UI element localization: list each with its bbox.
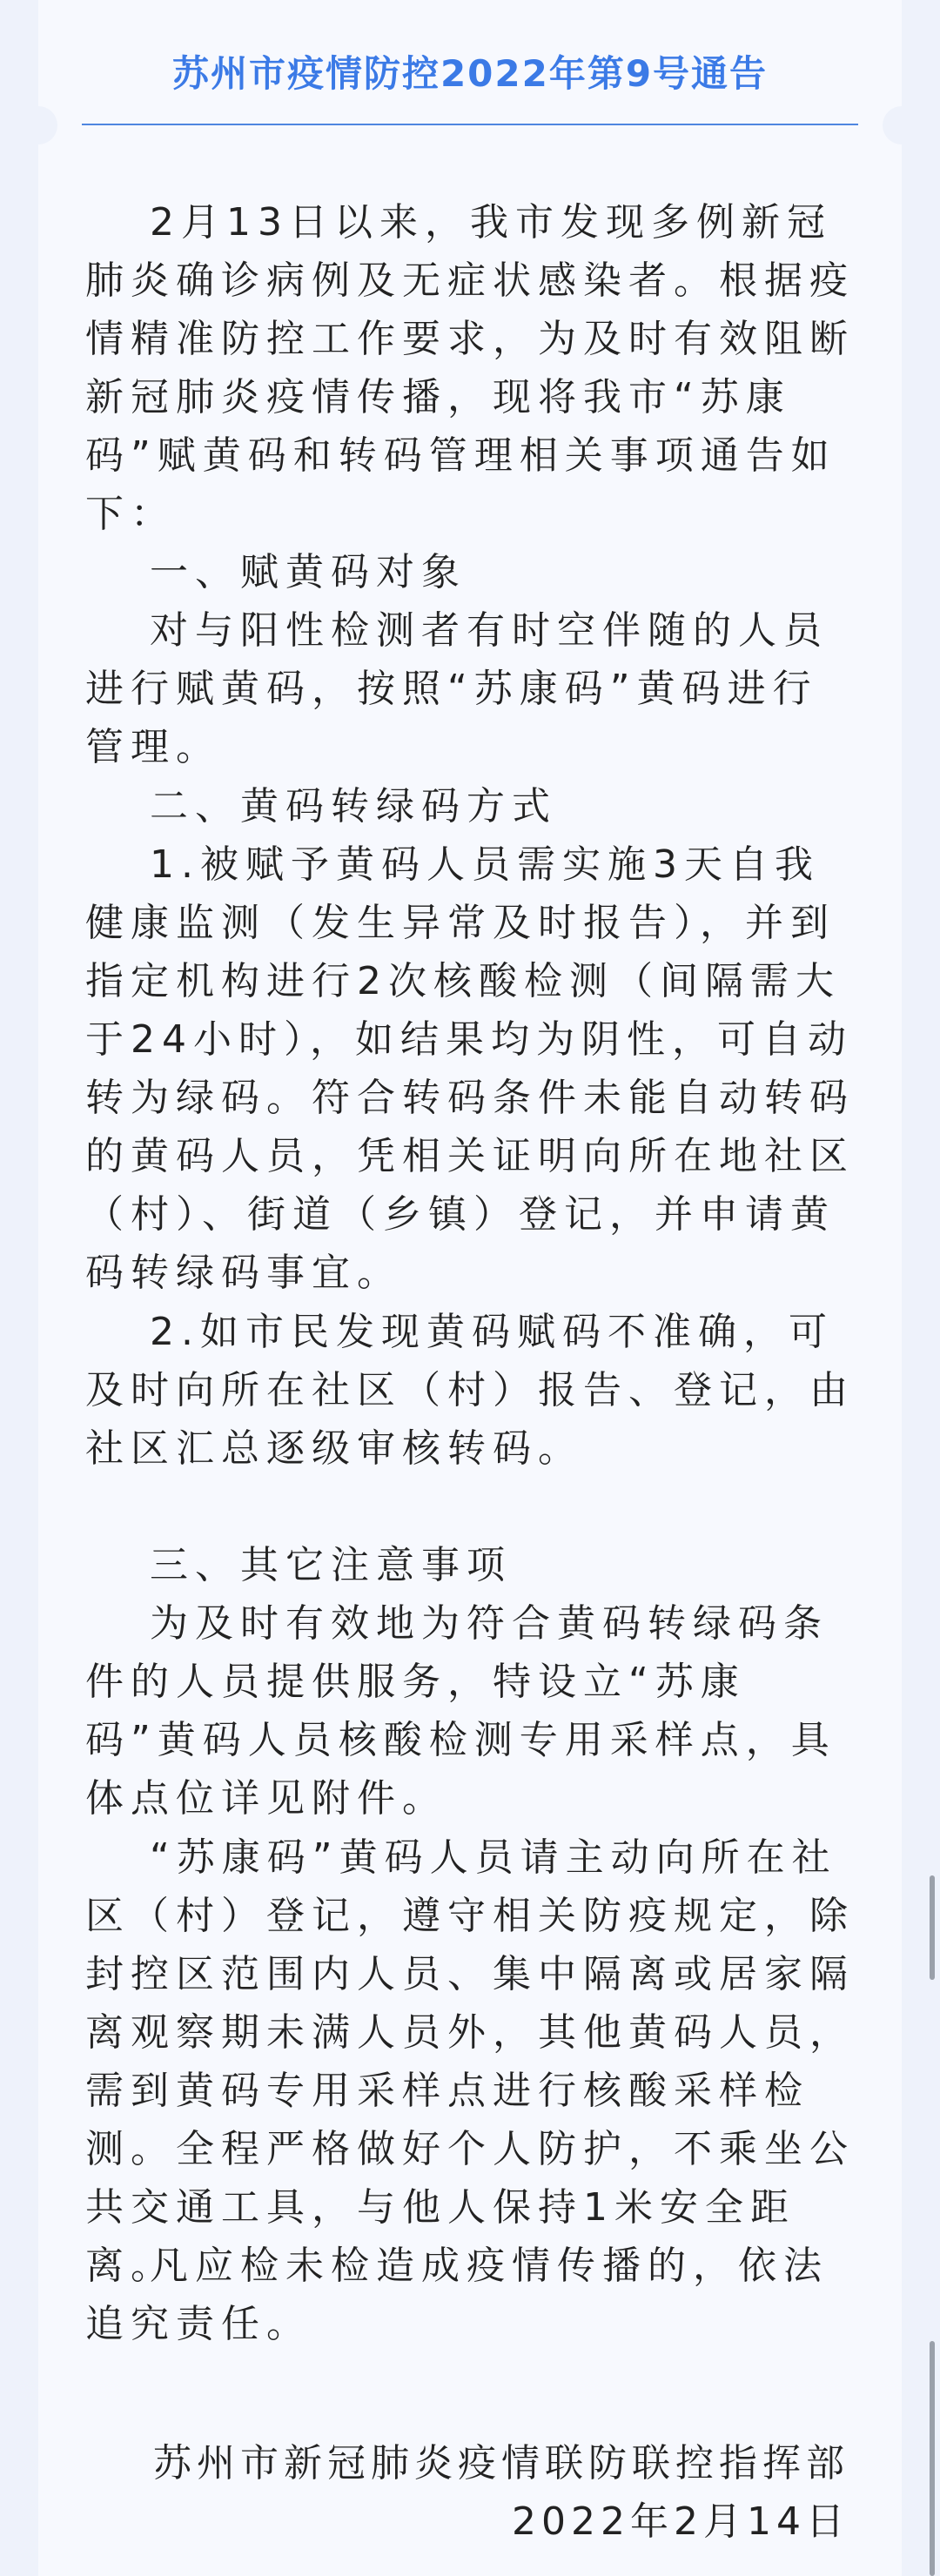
notice-title: 苏州市疫情防控2022年第9号通告 [171,52,769,95]
scrollbar-thumb-secondary[interactable] [930,2341,935,2576]
scrollbar-thumb[interactable] [930,1875,935,1980]
section3-paragraph-1: 为及时有效地为符合黄码转绿码条件的人员提供服务，特设立“苏康码”黄码人员核酸检测专用采样点，具体点位详见附件。 [85,1601,836,1821]
card-notch-left [19,106,57,144]
section3-heading: 三、其它注意事项 [150,1543,512,1587]
section3-paragraph-3: 凡应检未检造成疫情传播的，依法追究责任。 [85,2244,829,2346]
section2-item-2: 2.如市民发现黄码赋码不准确，可及时向所在社区（村）报告、登记，由社区汇总逐级审核转码。 [85,1310,855,1471]
section2-item-1: 1.被赋予黄码人员需实施3天自我健康监测（发生异常及时报告），并到指定机构进行2次核酸检测（间隔需大于24小时），如结果均为阴性，可自动转为绿码。符合转码条件未能自动转码的黄码人员，凭相关证明向所在地社区（村）、街道（乡镇）登记，并申请黄码转绿码事宜。 [85,842,855,1295]
section2-heading: 二、黄码转绿码方式 [150,784,557,828]
title-divider [82,124,858,125]
section3-paragraph-2: “苏康码”黄码人员请主动向所在社区（村）登记，遵守相关防疫规定，除封控区范围内人员、集中隔离或居家隔离观察期未满人员外，其他黄码人员，需到黄码专用采样点进行核酸采样检测。全程严格做好个人防护，不乘坐公共交通工具，与他人保持1米安全距离。 [85,1835,855,2288]
card-notch-right [883,106,921,144]
section1-heading: 一、赋黄码对象 [150,550,467,594]
section1-body: 对与阳性检测者有时空伴随的人员进行赋黄码，按照“苏康码”黄码进行管理。 [85,608,829,769]
signature-org: 苏州市新冠肺炎疫情联防联控指挥部 [153,2441,849,2485]
intro-paragraph: 2月13日以来，我市发现多例新冠肺炎确诊病例及无症状感染者。根据疫情精准防控工作要求，为及时有效阻断新冠肺炎疫情传播，现将我市“苏康码”赋黄码和转码管理相关事项通告如下： [85,200,855,536]
signature-date: 2022年2月14日 [512,2499,849,2544]
